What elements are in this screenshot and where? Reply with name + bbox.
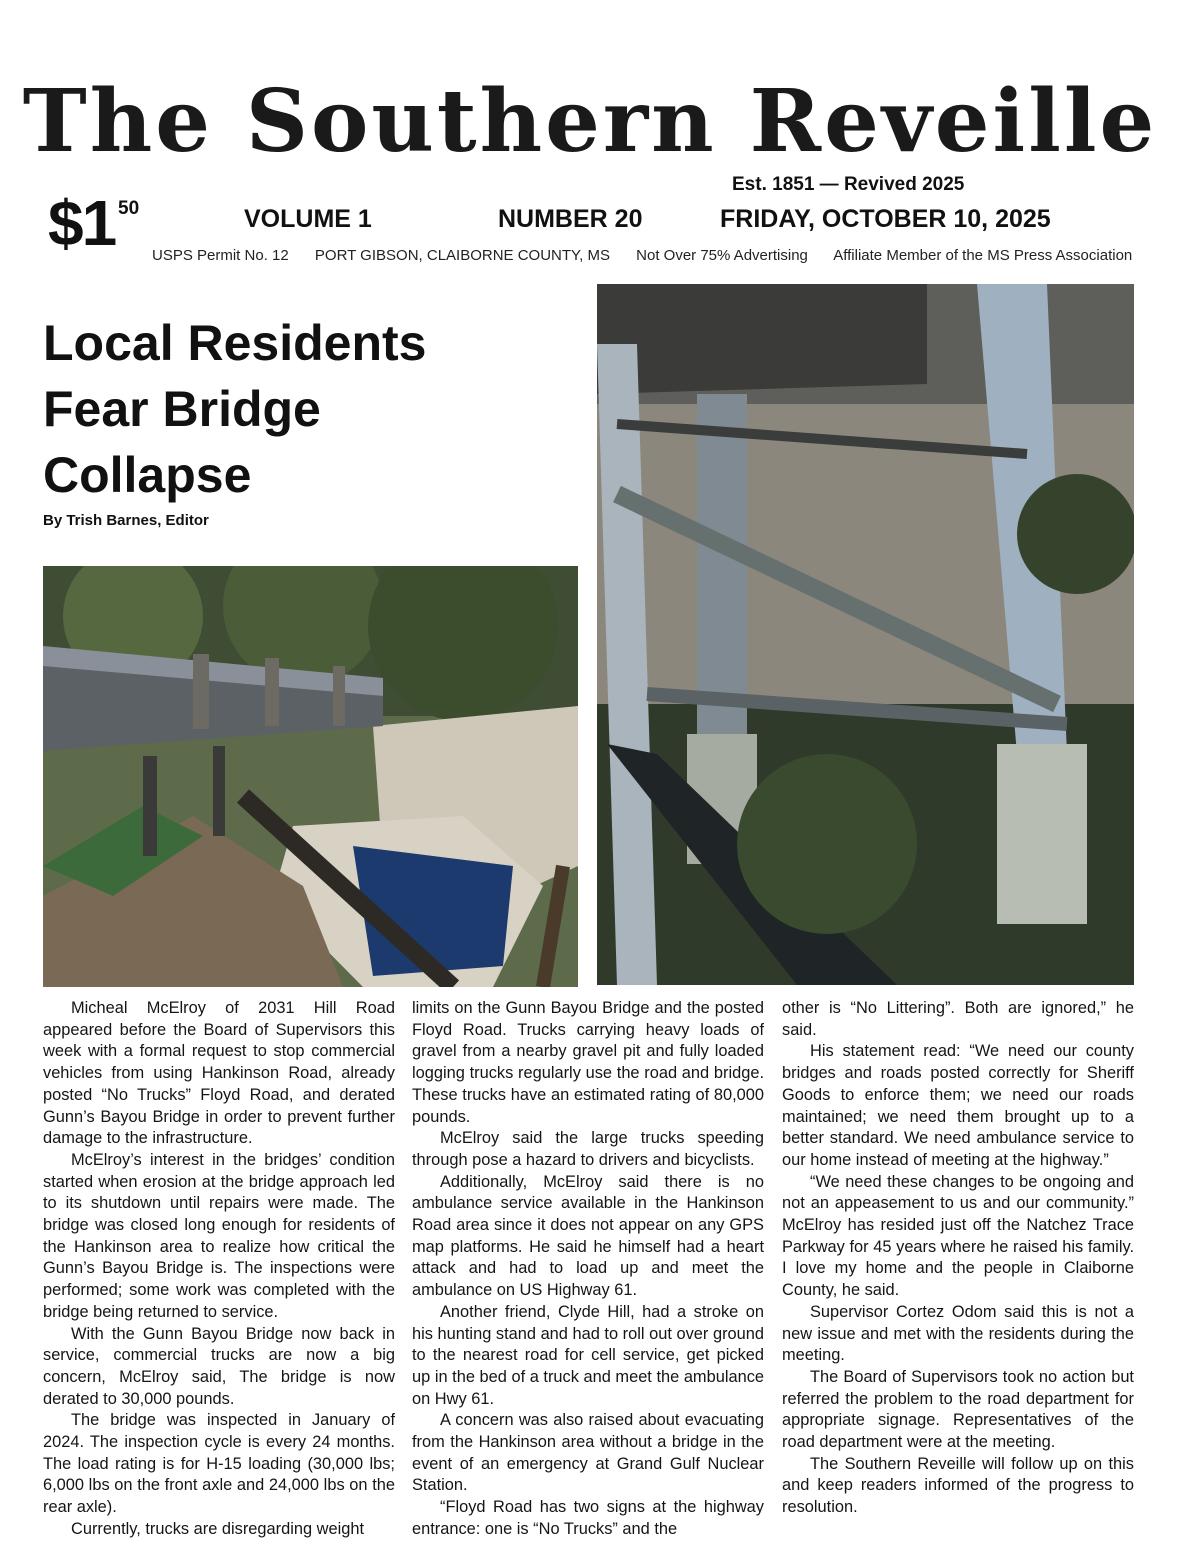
article-paragraph: other is “No Littering”. Both are ignored,” he said. (782, 999, 1134, 1039)
headline-line: Fear Bridge (43, 381, 321, 437)
article-paragraph: Additionally, McElroy said there is no ambulance service available in the Hankinson Road area since it does not appear on any GPS map platforms. He said he himself had a heart attack and had to load up and meet the ambulance on US Highway 61. (412, 1172, 764, 1300)
publication-info-line (152, 247, 1133, 264)
article-paragraph: Another friend, Clyde Hill, had a stroke on his hunting stand and had to roll out over ground to the nearest road for cell service, get picked up in the bed of a truck and meet the ambulance on Hwy 61. (412, 1302, 764, 1408)
article-paragraph: “We need these changes to be ongoing and not an appeasement to us and our community.” McElroy has resided just off the Natchez Trace Parkway for 45 years where he raised his family. I love my home and the people in Claiborne County, he said. (782, 1172, 1134, 1300)
article-paragraph: limits on the Gunn Bayou Bridge and the posted Floyd Road. Trucks carrying heavy loads of gravel from a nearby gravel pit and fully loaded logging trucks regularly use the road and bridge. These trucks have an estimated rating of 80,000 pounds. (412, 999, 764, 1126)
price-cents: 50 (118, 198, 140, 219)
bridge-underside-photo (597, 284, 1134, 985)
article-paragraph: Currently, trucks are disregarding weight (71, 1519, 365, 1538)
article-column-1 (43, 998, 395, 1568)
article-paragraph: The bridge was inspected in January of 2024. The inspection cycle is every 24 months. The load rating is for H-15 loading (30,000 lbs; 6,000 lbs on the front axle and 24,000 lbs on the rear axle). (43, 1411, 395, 1517)
article-paragraph: The Southern Reveille will follow up on this and keep readers informed of the progress to resolution. (782, 1454, 1134, 1517)
article-column-2 (412, 998, 764, 1568)
permit-info: USPS Permit No. 12 (152, 247, 289, 264)
article-paragraph: With the Gunn Bayou Bridge now back in service, commercial trucks are now a big concern, McElroy said, The bridge is now derated to 30,000 pounds. (43, 1324, 395, 1408)
advertising-info: Not Over 75% Advertising (636, 247, 808, 264)
location-info: PORT GIBSON, CLAIBORNE COUNTY, MS (314, 247, 610, 264)
article-headline (43, 310, 563, 508)
headline-line: Local Residents (43, 315, 427, 371)
article-paragraph: A concern was also raised about evacuating from the Hankinson area without a bridge in the event of an emergency at Grand Gulf Nuclear Station. (412, 1411, 764, 1495)
article-paragraph: Micheal McElroy of 2031 Hill Road appeared before the Board of Supervisors this week with a formal request to stop commercial vehicles from using Hankinson Road, already posted “No Trucks” Floyd Road, and derated Gunn’s Bayou Bridge in order to prevent further damage to the infrastructure. (43, 999, 395, 1148)
bridge-guardrail-photo (43, 566, 578, 987)
article-column-3 (782, 998, 1134, 1568)
issue-date: FRIDAY, OCTOBER 10, 2025 (720, 205, 1051, 233)
newspaper-title: The Southern Reveille (22, 71, 1158, 172)
article-paragraph: McElroy’s interest in the bridges’ condition started when erosion at the bridge approach led to its shutdown until repairs were made. The bridge was closed long enough for residents of the Hankinson area to realize how critical the Gunn’s Bayou Bridge is. The inspections were performed; some work was completed with the bridge being returned to service. (43, 1150, 395, 1321)
affiliate-info: Affiliate Member of the MS Press Association (833, 247, 1133, 264)
byline: By Trish Barnes, Editor (43, 512, 209, 529)
article-paragraph: Supervisor Cortez Odom said this is not a new issue and met with the residents during the meeting. (782, 1302, 1134, 1365)
article-paragraph: “Floyd Road has two signs at the highway entrance: one is “No Trucks” and the (412, 1498, 764, 1538)
volume-label: VOLUME 1 (244, 205, 372, 233)
established-line: Est. 1851 — Revived 2025 (732, 174, 965, 195)
headline-line: Collapse (43, 447, 252, 503)
price: $1 (48, 187, 116, 259)
article-paragraph: McElroy said the large trucks speeding through pose a hazard to drivers and bicyclists. (412, 1129, 764, 1169)
issue-number: NUMBER 20 (498, 205, 643, 233)
article-paragraph: The Board of Supervisors took no action but referred the problem to the road department for appropriate signage. Representatives of the road department were at the meeting. (782, 1367, 1134, 1452)
article-paragraph: His statement read: “We need our county bridges and roads posted correctly for Sheriff Goods to enforce them; we need our roads maintained; we need them brought up to a better standard. We need ambulance service to our home instead of meeting at the highway.” (782, 1042, 1134, 1169)
